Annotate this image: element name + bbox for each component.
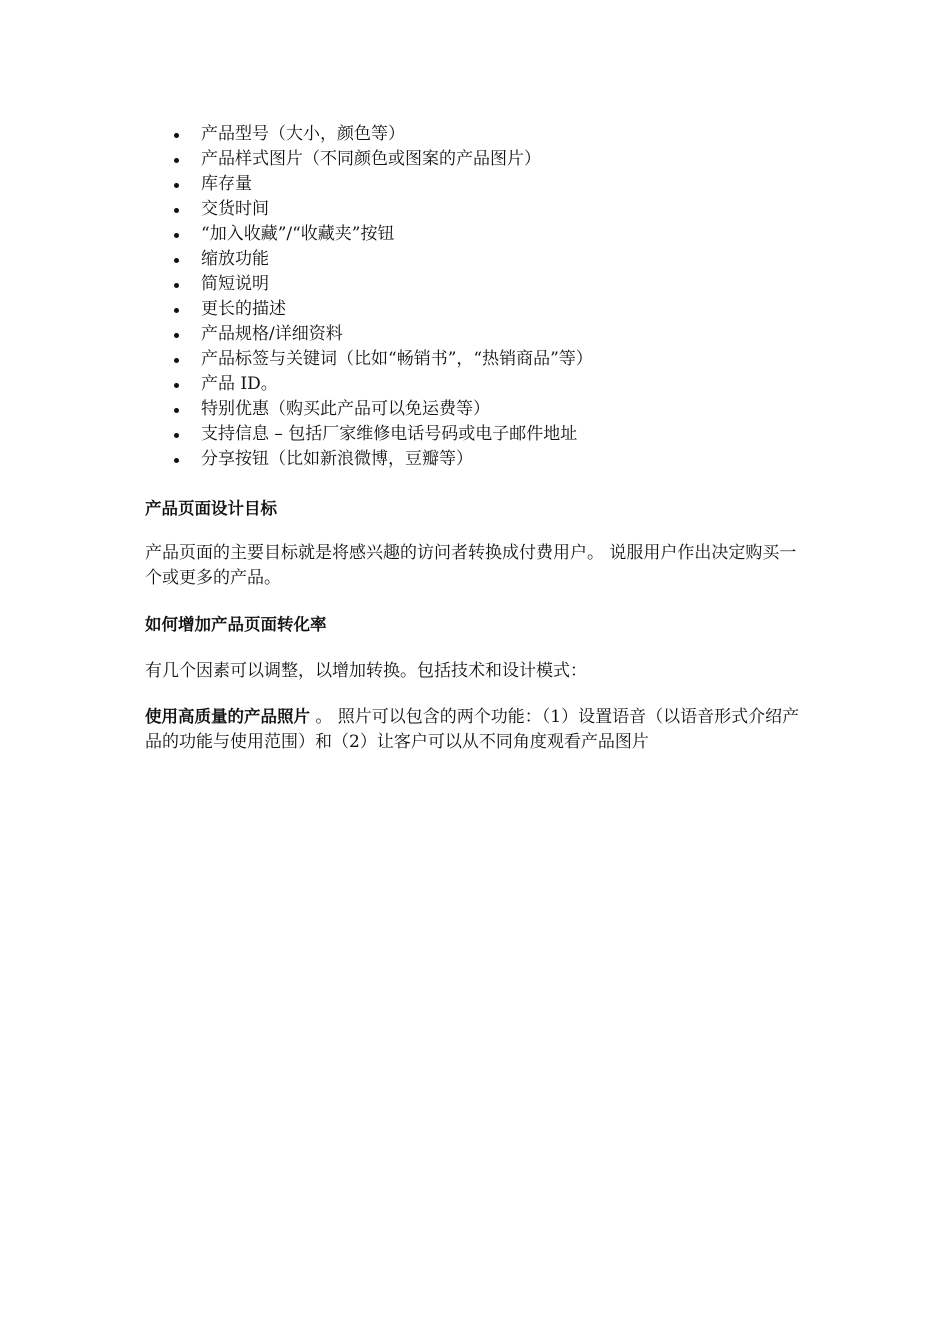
bullet-icon	[174, 408, 179, 413]
photos-paragraph	[145, 704, 810, 755]
bullet-icon	[174, 258, 179, 263]
bullet-icon	[174, 233, 179, 238]
list-item-text: “加入收藏”/“收藏夹”按钮	[201, 224, 395, 244]
bullet-icon	[174, 133, 179, 138]
list-item-text: 产品样式图片（不同颜色或图案的产品图片）	[201, 149, 541, 169]
list-item	[145, 347, 810, 372]
bullet-icon	[174, 358, 179, 363]
list-item	[145, 272, 810, 297]
bullet-icon	[174, 458, 179, 463]
list-item	[145, 172, 810, 197]
list-item-text: 交货时间	[201, 199, 269, 219]
list-item-text: 支持信息 – 包括厂家维修电话号码或电子邮件地址	[201, 424, 578, 444]
list-item	[145, 372, 810, 397]
bullet-icon	[174, 333, 179, 338]
list-item-text: 产品 ID。	[201, 374, 278, 394]
section-heading-conversion: 如何增加产品页面转化率	[145, 615, 327, 634]
list-item-text: 分享按钮（比如新浪微博，豆瓣等）	[201, 449, 473, 469]
list-item	[145, 297, 810, 322]
list-item-text: 特别优惠（购买此产品可以免运费等）	[201, 399, 490, 419]
factors-paragraph: 有几个因素可以调整，以增加转换。包括技术和设计模式：	[145, 661, 587, 681]
list-item-text: 库存量	[201, 174, 252, 194]
list-item-text: 产品型号（大小，颜色等）	[201, 124, 405, 144]
section-heading-goal: 产品页面设计目标	[145, 499, 277, 518]
bullet-icon	[174, 308, 179, 313]
list-item-text: 产品标签与关键词（比如“畅销书”，“热销商品”等）	[201, 349, 593, 369]
photos-body-text: 。 照片可以包含的两个功能：（1）设置语音（以语音形式介绍产品的功能与使用范围）和（2）让客户可以从不同角度观看产品图片	[145, 707, 800, 752]
list-item-text: 产品规格/详细资料	[201, 324, 343, 344]
list-item-text: 缩放功能	[201, 249, 269, 269]
list-item	[145, 122, 810, 147]
photos-lead-text: 使用高质量的产品照片	[145, 707, 310, 726]
document-page	[145, 122, 810, 755]
list-item	[145, 247, 810, 272]
bullet-icon	[174, 383, 179, 388]
list-item	[145, 147, 810, 172]
list-item	[145, 422, 810, 447]
list-item-text: 简短说明	[201, 274, 269, 294]
list-item-text: 更长的描述	[201, 299, 286, 319]
bullet-icon	[174, 433, 179, 438]
bullet-icon	[174, 208, 179, 213]
list-item	[145, 322, 810, 347]
feature-bullet-list	[145, 122, 810, 472]
list-item	[145, 447, 810, 472]
list-item	[145, 397, 810, 422]
goal-paragraph: 产品页面的主要目标就是将感兴趣的访问者转换成付费用户。 说服用户作出决定购买一个或更多的产品。	[145, 543, 797, 588]
list-item	[145, 197, 810, 222]
list-item	[145, 222, 810, 247]
bullet-icon	[174, 158, 179, 163]
bullet-icon	[174, 183, 179, 188]
bullet-icon	[174, 283, 179, 288]
